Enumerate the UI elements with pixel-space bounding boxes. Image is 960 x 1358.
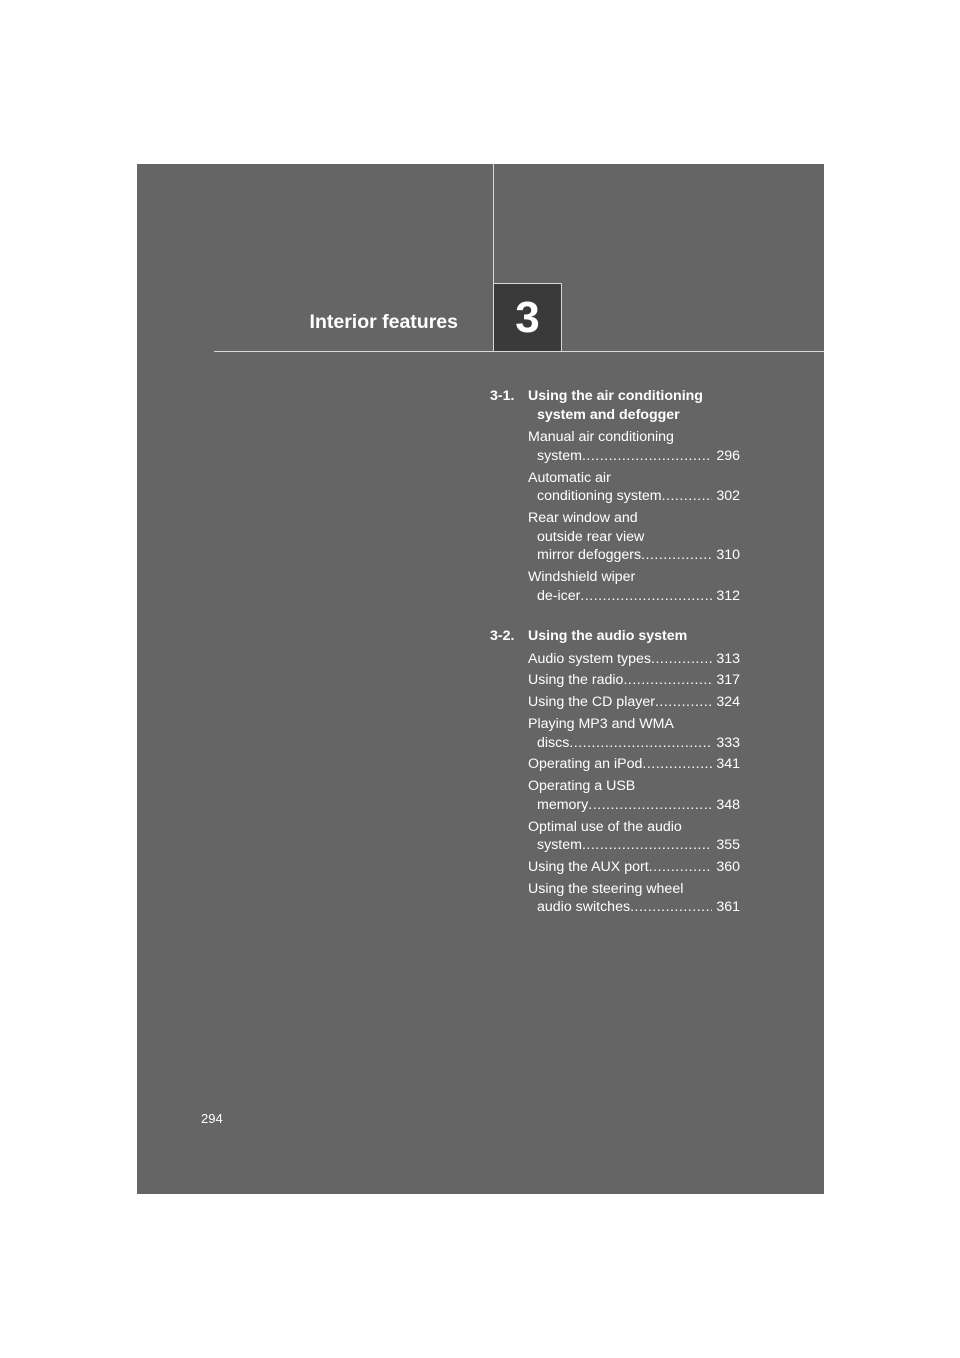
section-title xyxy=(528,627,740,646)
entry-page-number: 355 xyxy=(716,837,740,854)
entry-leader-row xyxy=(528,487,740,506)
entry-text-line: audio switches xyxy=(537,899,631,916)
toc-entry[interactable] xyxy=(528,568,740,605)
toc-entry[interactable] xyxy=(528,509,740,565)
entry-text-line: Windshield wiper xyxy=(528,568,636,585)
dot-leader xyxy=(580,587,712,606)
dot-leader xyxy=(641,546,712,565)
entry-text-line: Manual air conditioning xyxy=(528,429,674,446)
toc-section xyxy=(490,627,740,917)
entry-text-line: Using the radio xyxy=(528,672,624,689)
dot-leader xyxy=(623,671,712,690)
toc-entry[interactable] xyxy=(528,818,740,855)
dot-leader xyxy=(582,836,712,855)
section-title-line: Using the audio system xyxy=(528,628,688,645)
entry-leader-row xyxy=(528,755,740,774)
entry-page-number: 296 xyxy=(716,447,740,464)
entry-text-line: Using the CD player xyxy=(528,694,655,711)
section-title-line: system and defogger xyxy=(537,406,680,423)
entry-text-line: memory xyxy=(537,796,589,813)
entry-page-number: 302 xyxy=(716,488,740,505)
entry-page-number: 333 xyxy=(716,734,740,751)
toc-entry[interactable] xyxy=(528,469,740,506)
entry-text-line: Using the AUX port xyxy=(528,858,649,875)
section-number: 3-2. xyxy=(490,628,515,645)
entry-text-line: Automatic air xyxy=(528,469,611,486)
entry-text-line: Playing MP3 and WMA xyxy=(528,716,674,733)
chapter-number-badge: 3 xyxy=(494,283,562,351)
manual-page xyxy=(137,164,824,1194)
entry-leader-row xyxy=(528,734,740,753)
toc-entry[interactable] xyxy=(528,755,740,774)
entry-page-number: 317 xyxy=(716,672,740,689)
section-title-line: Using the air conditioning xyxy=(528,388,703,404)
section-heading xyxy=(490,387,740,424)
toc-entry[interactable] xyxy=(528,671,740,690)
entry-page-number: 313 xyxy=(716,650,740,667)
dot-leader xyxy=(588,796,712,815)
dot-leader xyxy=(662,487,713,506)
entry-page-number: 324 xyxy=(716,694,740,711)
entry-text-line: Operating an iPod xyxy=(528,756,643,773)
entry-leader-row xyxy=(528,650,740,669)
chapter-title: Interior features xyxy=(309,311,458,333)
dot-leader xyxy=(569,734,712,753)
toc-entry[interactable] xyxy=(528,777,740,814)
dot-leader xyxy=(582,447,712,466)
entry-leader-row xyxy=(528,671,740,690)
entry-page-number: 348 xyxy=(716,796,740,813)
entry-text-line: Rear window and xyxy=(528,509,638,526)
entry-leader-row xyxy=(528,836,740,855)
toc-entry[interactable] xyxy=(528,858,740,877)
entry-page-number: 361 xyxy=(716,899,740,916)
toc-section xyxy=(490,387,740,605)
section-title xyxy=(528,387,740,424)
toc-entry[interactable] xyxy=(528,650,740,669)
entry-text-line: Audio system types xyxy=(528,650,652,667)
entry-leader-row xyxy=(528,858,740,877)
section-heading xyxy=(490,627,740,646)
entry-text-line: outside rear view xyxy=(537,528,645,545)
entry-page-number: 312 xyxy=(716,587,740,604)
entry-text-line: discs xyxy=(537,734,570,751)
header-horizontal-rule xyxy=(214,351,824,352)
entry-leader-row xyxy=(528,693,740,712)
section-number: 3-1. xyxy=(490,388,515,404)
entry-text-line: mirror defoggers xyxy=(537,547,642,564)
dot-leader xyxy=(642,755,712,774)
dot-leader xyxy=(630,898,712,917)
entry-text-line: Using the steering wheel xyxy=(528,880,684,897)
entry-leader-row xyxy=(528,796,740,815)
toc-entry[interactable] xyxy=(528,693,740,712)
dot-leader xyxy=(651,650,712,669)
dot-leader xyxy=(649,858,713,877)
entry-page-number: 360 xyxy=(716,858,740,875)
page-number: 294 xyxy=(201,1111,223,1126)
toc-entry[interactable] xyxy=(528,880,740,917)
entry-text-line: conditioning system xyxy=(537,488,662,505)
toc-entry[interactable] xyxy=(528,715,740,752)
entry-text-line: system xyxy=(537,447,582,464)
entry-text-line: Optimal use of the audio xyxy=(528,818,682,835)
entry-text-line: Operating a USB xyxy=(528,778,636,795)
entry-leader-row xyxy=(528,898,740,917)
entry-leader-row xyxy=(528,546,740,565)
entry-text-line: system xyxy=(537,837,582,854)
entry-page-number: 341 xyxy=(716,756,740,773)
entry-leader-row xyxy=(528,447,740,466)
entry-page-number: 310 xyxy=(716,547,740,564)
entry-leader-row xyxy=(528,587,740,606)
toc-entry[interactable] xyxy=(528,428,740,465)
dot-leader xyxy=(655,693,712,712)
entry-text-line: de-icer xyxy=(537,587,581,604)
table-of-contents xyxy=(490,387,740,939)
